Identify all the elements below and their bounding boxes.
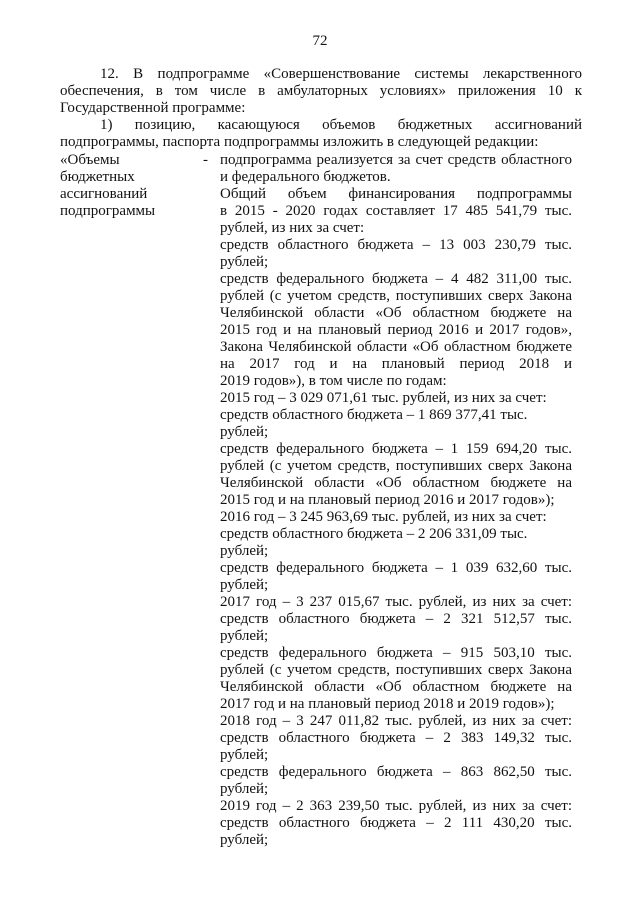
paragraph-line: Челябинской области «Об областном бюджете на <box>220 305 572 321</box>
funding-paragraph <box>220 560 572 594</box>
paragraph-line: средств областного бюджета – 1 869 377,41 тыс. рублей; <box>220 407 528 440</box>
paragraph-line: 2017 год – 3 237 015,67 тыс. рублей, из них за счет: <box>220 594 572 610</box>
funding-paragraph <box>220 441 572 509</box>
paragraph-line: средств областного бюджета – 2 206 331,09 тыс. рублей; <box>220 526 528 559</box>
table-dash: - <box>203 152 208 168</box>
paragraph-line: средств областного бюджета – 2 111 430,20 тыс. <box>220 815 572 831</box>
label-line: бюджетных <box>60 169 135 185</box>
funding-paragraph <box>220 509 572 526</box>
paragraph-line: средств областного бюджета – 13 003 230,79 тыс. <box>220 237 572 253</box>
paragraph-line: 12. В подпрограмме «Совершенствование системы лекарственного <box>100 66 582 82</box>
paragraph-line: 2015 год и на плановый период 2016 и 2017 годов»); <box>220 492 555 508</box>
funding-paragraph <box>220 271 572 390</box>
paragraph-line: Государственной программе: <box>60 100 246 116</box>
paragraph-line: средств федерального бюджета – 1 039 632,60 тыс. <box>220 560 572 576</box>
paragraph-line: и федерального бюджетов. <box>220 169 391 185</box>
funding-paragraph <box>220 407 572 441</box>
table-left-label <box>60 152 200 220</box>
paragraph-line: 2017 год и на плановый период 2018 и 2019 годов»); <box>220 696 555 712</box>
paragraph-line: рублей; <box>220 832 269 848</box>
paragraph-line: подпрограммы, паспорта подпрограммы изложить в следующей редакции: <box>60 134 539 150</box>
intro-text <box>60 66 582 151</box>
paragraph-line: рублей (с учетом средств, поступивших сверх Закона <box>220 288 572 304</box>
paragraph-line: Закона Челябинской области «Об областном бюджете <box>220 339 572 355</box>
label-line: «Объемы <box>60 152 120 168</box>
paragraph-line: средств федерального бюджета – 863 862,50 тыс. <box>220 764 572 780</box>
paragraph-line: в 2015 - 2020 годах составляет 17 485 541,79 тыс. <box>220 203 572 219</box>
paragraph-line: средств областного бюджета – 2 321 512,57 тыс. <box>220 611 572 627</box>
paragraph-line: средств областного бюджета – 2 383 149,32 тыс. <box>220 730 572 746</box>
funding-paragraph <box>220 526 572 560</box>
paragraph-item-1 <box>60 117 582 151</box>
funding-paragraph <box>220 798 572 849</box>
paragraph-line: 2019 год – 2 363 239,50 тыс. рублей, из них за счет: <box>220 798 572 814</box>
funding-paragraph <box>220 764 572 798</box>
paragraph-line: рублей; <box>220 628 269 644</box>
table-right-content <box>220 152 572 849</box>
funding-paragraph <box>220 390 572 407</box>
paragraph-12 <box>60 66 582 117</box>
paragraph-line: 2019 годов»), в том числе по годам: <box>220 373 447 389</box>
paragraph-line: рублей; <box>220 747 269 763</box>
funding-paragraph <box>220 645 572 713</box>
paragraph-line: рублей (с учетом средств, поступивших сверх Закона <box>220 458 572 474</box>
paragraph-line: подпрограмма реализуется за счет средств областного <box>220 152 572 168</box>
paragraph-line: средств федерального бюджета – 915 503,10 тыс. <box>220 645 572 661</box>
label-line: подпрограммы <box>60 203 156 219</box>
paragraph-line: рублей (с учетом средств, поступивших сверх Закона <box>220 662 572 678</box>
paragraph-line: рублей; <box>220 577 269 593</box>
funding-paragraph <box>220 713 572 764</box>
funding-paragraph <box>220 594 572 645</box>
paragraph-line: на 2017 год и на плановый период 2018 и <box>220 356 572 372</box>
paragraph-line: 2018 год – 3 247 011,82 тыс. рублей, из них за счет: <box>220 713 572 729</box>
paragraph-line: 2015 год и на плановый период 2016 и 2017 годов», <box>220 322 572 338</box>
funding-paragraph <box>220 152 572 186</box>
paragraph-line: средств федерального бюджета – 4 482 311,00 тыс. <box>220 271 572 287</box>
paragraph-line: 1) позицию, касающуюся объемов бюджетных ассигнований <box>100 117 582 133</box>
paragraph-line: рублей; <box>220 781 269 797</box>
paragraph-line: рублей; <box>220 254 269 270</box>
paragraph-line: Общий объем финансирования подпрограммы <box>220 186 572 202</box>
paragraph-line: рублей, из них за счет: <box>220 220 365 236</box>
page-number: 72 <box>312 33 328 49</box>
paragraph-line: 2016 год – 3 245 963,69 тыс. рублей, из них за счет: <box>220 509 547 525</box>
paragraph-line: Челябинской области «Об областном бюджете на <box>220 679 572 695</box>
paragraph-line: 2015 год – 3 029 071,61 тыс. рублей, из них за счет: <box>220 390 547 406</box>
funding-paragraph <box>220 186 572 237</box>
paragraph-line: Челябинской области «Об областном бюджете на <box>220 475 572 491</box>
label-line: ассигнований <box>60 186 148 202</box>
funding-paragraph <box>220 237 572 271</box>
paragraph-line: средств федерального бюджета – 1 159 694,20 тыс. <box>220 441 572 457</box>
paragraph-line: обеспечения, в том числе в амбулаторных условиях» приложения 10 к <box>60 83 582 99</box>
